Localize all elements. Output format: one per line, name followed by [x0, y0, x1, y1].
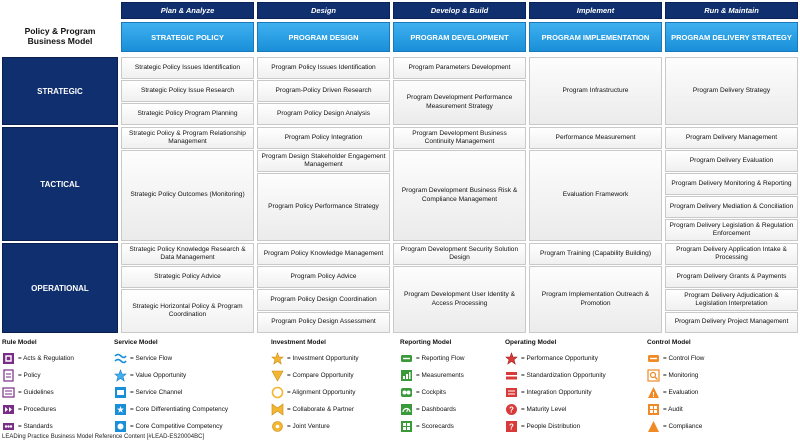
phase-plan-analyze: Plan & Analyze [121, 2, 254, 19]
cell-strategic-policy-issue-research: Strategic Policy Issue Research [121, 80, 254, 102]
cell-program-delivery-legislation: Program Delivery Legislation & Regulation Enforcement [665, 219, 798, 241]
cell-program-policy-performance-strategy: Program Policy Performance Strategy [257, 173, 390, 241]
value-opportunity-icon [114, 369, 127, 382]
alignment-opportunity-icon [271, 386, 284, 399]
cell-program-delivery-monitoring: Program Delivery Monitoring & Reporting [665, 173, 798, 195]
row-header-tactical: TACTICAL [2, 127, 118, 241]
cell-program-policy-knowledge-management: Program Policy Knowledge Management [257, 243, 390, 265]
measurements-icon [400, 369, 413, 382]
cell-program-policy-advice: Program Policy Advice [257, 266, 390, 288]
svg-text:!: ! [652, 392, 655, 399]
cell-program-development-business-continuity: Program Development Business Continuity Management [393, 127, 526, 149]
column-header-program-delivery-strategy: PROGRAM DELIVERY STRATEGY [665, 22, 798, 52]
cell-program-design-stakeholder-engagement: Program Design Stakeholder Engagement Management [257, 150, 390, 172]
audit-icon [647, 403, 660, 416]
phase-implement: Implement [529, 2, 662, 19]
standards-icon [2, 420, 15, 433]
cell-program-development-security-solution: Program Development Security Solution Design [393, 243, 526, 265]
phase-develop-build: Develop & Build [393, 2, 526, 19]
cell-program-development-business-risk: Program Development Business Risk & Compliance Management [393, 150, 526, 241]
compare-opportunity-icon [271, 369, 284, 382]
control-flow-icon [647, 352, 660, 365]
evaluation-icon [647, 386, 660, 399]
cell-program-policy-driven-research: Program-Policy Driven Research [257, 80, 390, 102]
legend-item-collaborate-partner: = Collaborate & Partner [271, 403, 354, 416]
legend-item-scorecards: = Scorecards [400, 420, 454, 433]
legend-item-standardization: = Standardization Opportunity [505, 369, 606, 382]
cell-strategic-policy-issues-identification: Strategic Policy Issues Identification [121, 57, 254, 79]
performance-opportunity-icon [505, 352, 518, 365]
legend-item-acts: = Acts & Regulation [2, 352, 74, 365]
reporting-flow-icon [400, 352, 413, 365]
monitoring-icon [647, 369, 660, 382]
legend-title-control-model: Control Model [647, 339, 691, 346]
legend-item-reporting-flow: = Reporting Flow [400, 352, 465, 365]
integration-icon [505, 386, 518, 399]
cell-strategic-horizontal-policy: Strategic Horizontal Policy & Program Coordination [121, 289, 254, 333]
legend-item-value-opportunity: = Value Opportunity [114, 369, 186, 382]
cell-program-delivery-project-management: Program Delivery Project Management [665, 312, 798, 333]
cell-program-delivery-application-intake: Program Delivery Application Intake & Processing [665, 243, 798, 265]
legend-item-evaluation: ! = Evaluation [647, 386, 698, 399]
legend-item-alignment-opportunity: = Alignment Opportunity [271, 386, 355, 399]
legend-item-dashboards: = Dashboards [400, 403, 456, 416]
legend-item-investment-opportunity: = Investment Opportunity [271, 352, 359, 365]
cell-program-delivery-adjudication: Program Delivery Adjudication & Legislation Interpretation [665, 289, 798, 311]
legend-item-control-flow: = Control Flow [647, 352, 704, 365]
investment-opportunity-icon [271, 352, 284, 365]
service-flow-icon [114, 352, 127, 365]
policy-icon [2, 369, 15, 382]
acts-icon [2, 352, 15, 365]
cell-strategic-policy-program-planning: Strategic Policy Program Planning [121, 103, 254, 125]
legend-title-service-model: Service Model [114, 339, 158, 346]
column-header-program-development: PROGRAM DEVELOPMENT [393, 22, 526, 52]
guidelines-icon [2, 386, 15, 399]
phase-run-maintain: Run & Maintain [665, 2, 798, 19]
procedures-icon [2, 403, 15, 416]
legend-title-investment-model: Investment Model [271, 339, 326, 346]
cell-program-delivery-evaluation: Program Delivery Evaluation [665, 150, 798, 172]
legend-title-rule-model: Rule Model [2, 339, 37, 346]
legend-title-reporting-model: Reporting Model [400, 339, 452, 346]
dashboards-icon [400, 403, 413, 416]
footer-reference: LEADing Practice Business Model Reference Content [#LEAD-ES20004BC] [2, 434, 205, 440]
cell-program-policy-design-analysis: Program Policy Design Analysis [257, 103, 390, 125]
cell-strategic-policy-relationship-management: Strategic Policy & Program Relationship Management [121, 127, 254, 149]
legend-item-integration: = Integration Opportunity [505, 386, 592, 399]
collaborate-icon [271, 403, 284, 416]
standardization-icon [505, 369, 518, 382]
legend-item-performance-opportunity: = Performance Opportunity [505, 352, 598, 365]
row-header-strategic: STRATEGIC [2, 57, 118, 125]
legend-item-cockpits: = Cockpits [400, 386, 446, 399]
diagram-title: Policy & Program Business Model [24, 26, 96, 46]
legend-item-service-flow: = Service Flow [114, 352, 172, 365]
cockpits-icon [400, 386, 413, 399]
legend-item-standards: = Standards [2, 420, 53, 433]
legend-item-procedures: = Procedures [2, 403, 56, 416]
cell-program-training: Program Training (Capability Building) [529, 243, 662, 265]
legend-item-compare-opportunity: = Compare Opportunity [271, 369, 354, 382]
phase-design: Design [257, 2, 390, 19]
cell-program-infrastructure: Program Infrastructure [529, 57, 662, 125]
cell-program-policy-issues-identification: Program Policy Issues Identification [257, 57, 390, 79]
cell-evaluation-framework: Evaluation Framework [529, 150, 662, 241]
cell-program-delivery-management: Program Delivery Management [665, 127, 798, 149]
legend-item-core-competitive: = Core Competitive Competency [114, 420, 223, 433]
cell-program-policy-design-coordination: Program Policy Design Coordination [257, 289, 390, 311]
cell-program-delivery-strategy: Program Delivery Strategy [665, 57, 798, 125]
svg-text:?: ? [509, 405, 514, 415]
legend-item-people-distribution: ? = People Distribution [505, 420, 580, 433]
legend-title-operating-model: Operating Model [505, 339, 557, 346]
cell-program-development-performance-measurement: Program Development Performance Measurement Strategy [393, 80, 526, 125]
legend-item-service-channel: = Service Channel [114, 386, 182, 399]
maturity-level-icon [505, 403, 518, 416]
legend-item-measurements: = Measurements [400, 369, 464, 382]
service-channel-icon [114, 386, 127, 399]
cell-program-parameters-development: Program Parameters Development [393, 57, 526, 79]
column-header-strategic-policy: STRATEGIC POLICY [121, 22, 254, 52]
cell-program-policy-integration: Program Policy Integration [257, 127, 390, 149]
core-differentiating-icon [114, 403, 127, 416]
column-header-program-implementation: PROGRAM IMPLEMENTATION [529, 22, 662, 52]
people-distribution-icon [505, 420, 518, 433]
legend-item-compliance: = Compliance [647, 420, 702, 433]
legend-item-audit: = Audit [647, 403, 683, 416]
joint-venture-icon [271, 420, 284, 433]
scorecards-icon [400, 420, 413, 433]
cell-performance-measurement: Performance Measurement [529, 127, 662, 149]
compliance-icon [647, 420, 660, 433]
cell-program-implementation-outreach: Program Implementation Outreach & Promotion [529, 266, 662, 333]
legend-item-guidelines: = Guidelines [2, 386, 54, 399]
cell-program-delivery-mediation: Program Delivery Mediation & Conciliation [665, 196, 798, 218]
legend-item-joint-venture: = Joint Venture [271, 420, 330, 433]
cell-program-delivery-grants-payments: Program Delivery Grants & Payments [665, 266, 798, 288]
legend-item-monitoring: = Monitoring [647, 369, 698, 382]
core-competitive-icon [114, 420, 127, 433]
cell-program-development-user-identity: Program Development User Identity & Access Processing [393, 266, 526, 333]
legend-item-maturity-level: ? = Maturity Level [505, 403, 566, 416]
cell-program-policy-design-assessment: Program Policy Design Assessment [257, 312, 390, 333]
column-header-program-design: PROGRAM DESIGN [257, 22, 390, 52]
legend-item-core-differentiating: = Core Differentiating Competency [114, 403, 228, 416]
cell-strategic-policy-knowledge-research: Strategic Policy Knowledge Research & Data Management [121, 243, 254, 265]
svg-text:?: ? [509, 422, 514, 432]
cell-strategic-policy-outcomes: Strategic Policy Outcomes (Monitoring) [121, 150, 254, 241]
row-header-operational: OPERATIONAL [2, 243, 118, 333]
legend-item-policy: = Policy [2, 369, 41, 382]
cell-strategic-policy-advice: Strategic Policy Advice [121, 266, 254, 288]
